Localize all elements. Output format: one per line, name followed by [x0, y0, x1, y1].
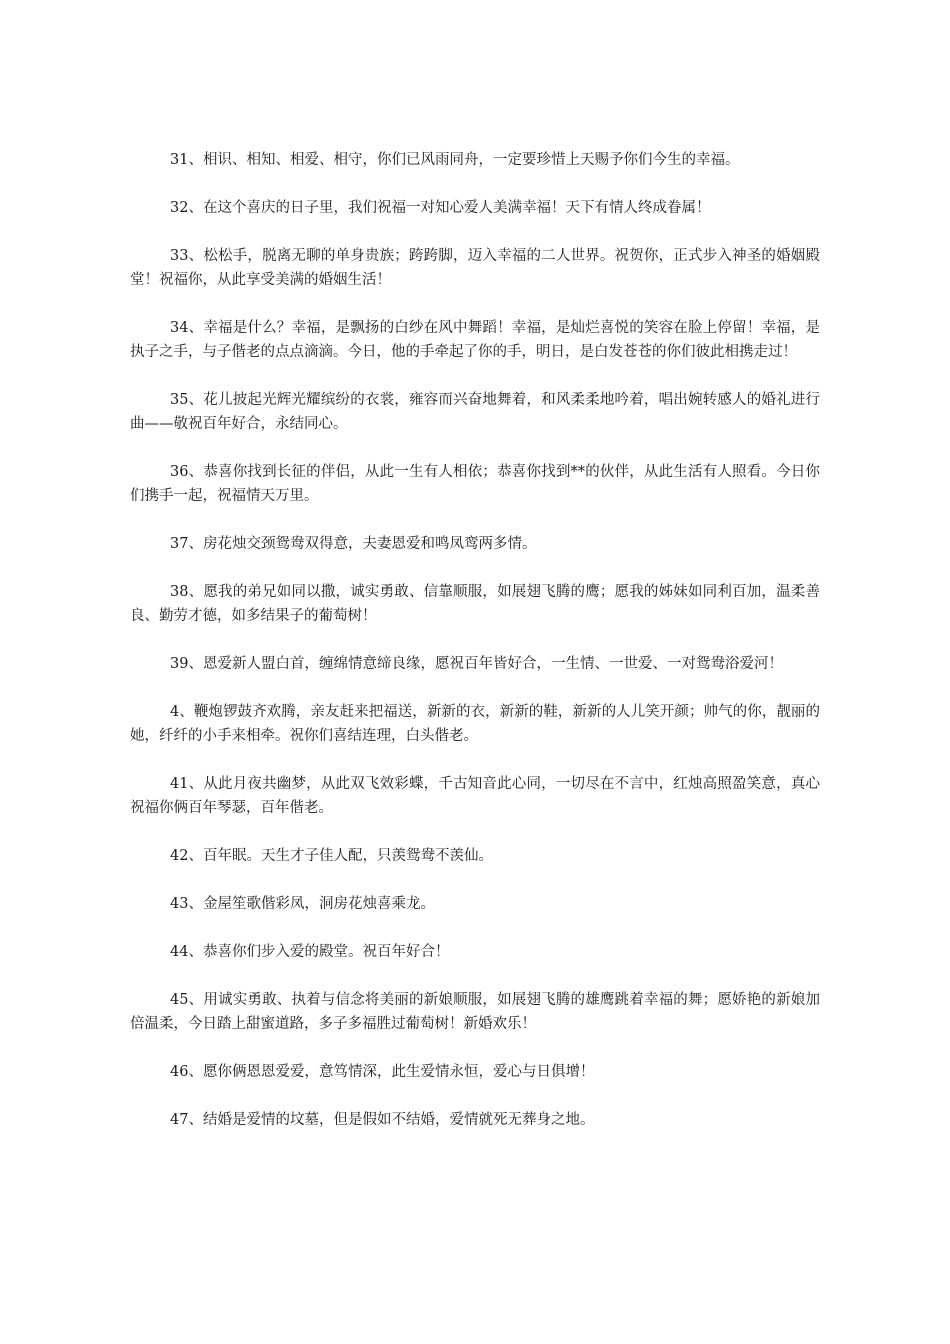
paragraph-46: 46、愿你俩恩恩爱爱，意笃情深，此生爱情永恒，爱心与日俱增！ [170, 1064, 595, 1080]
paragraph-38: 38、愿我的弟兄如同以撒，诚实勇敢、信靠顺服，如展翅飞腾的鹰；愿我的姊妹如同利百加，温柔善良、勤劳才德，如多结果子的葡萄树！ [130, 584, 820, 624]
paragraph-42: 42、百年眠。天生才子佳人配，只羡鸳鸯不羡仙。 [170, 848, 493, 864]
paragraph-4: 4、鞭炮锣鼓齐欢腾，亲友赶来把福送，新新的衣，新新的鞋，新新的人儿笑开颜；帅气的你，靓丽的她，纤纤的小手来相牵。祝你们喜结连理，白头偕老。 [130, 704, 820, 744]
paragraph-32: 32、在这个喜庆的日子里，我们祝福一对知心爱人美满幸福！天下有情人终成眷属！ [170, 200, 711, 216]
paragraph-34: 34、幸福是什么？幸福，是飘扬的白纱在风中舞蹈！幸福，是灿烂喜悦的笑容在脸上停留！幸福，是执子之手，与子偕老的点点滴滴。今日，他的手牵起了你的手，明日，是白发苍苍的你们彼此相携走过！ [130, 320, 820, 360]
paragraph-45: 45、用诚实勇敢、执着与信念将美丽的新娘顺服，如展翅飞腾的雄鹰跳着幸福的舞；愿娇艳的新娘加倍温柔，今日踏上甜蜜道路，多子多福胜过葡萄树！新婚欢乐！ [130, 992, 820, 1032]
paragraph-33: 33、松松手，脱离无聊的单身贵族；跨跨脚，迈入幸福的二人世界。祝贺你，正式步入神圣的婚姻殿堂！祝福你，从此享受美满的婚姻生活！ [130, 248, 820, 288]
paragraph-36: 36、恭喜你找到长征的伴侣，从此一生有人相依；恭喜你找到**的伙伴，从此生活有人照看。今日你们携手一起，祝福情天万里。 [130, 464, 820, 504]
paragraph-47: 47、结婚是爱情的坟墓，但是假如不结婚，爱情就死无葬身之地。 [170, 1112, 595, 1128]
paragraph-41: 41、从此月夜共幽梦，从此双飞效彩蝶，千古知音此心同，一切尽在不言中，红烛高照盈笑意，真心祝福你俩百年琴瑟，百年偕老。 [130, 776, 820, 816]
document-body [130, 148, 820, 1156]
paragraph-43: 43、金屋笙歌偕彩凤，洞房花烛喜乘龙。 [170, 896, 435, 912]
paragraph-31: 31、相识、相知、相爱、相守，你们已风雨同舟，一定要珍惜上天赐予你们今生的幸福。 [170, 152, 740, 168]
paragraph-39: 39、恩爱新人盟白首，缠绵情意缔良缘，愿祝百年皆好合，一生情、一世爱、一对鸳鸯浴爱河！ [170, 656, 783, 672]
paragraph-44: 44、恭喜你们步入爱的殿堂。祝百年好合！ [170, 944, 450, 960]
paragraph-35: 35、花儿披起光辉光耀缤纷的衣裳，雍容而兴奋地舞着，和风柔柔地吟着，唱出婉转感人的婚礼进行曲——敬祝百年好合，永结同心。 [130, 392, 820, 432]
paragraph-37: 37、房花烛交颈鸳鸯双得意，夫妻恩爱和鸣凤鸾两多情。 [170, 536, 537, 552]
